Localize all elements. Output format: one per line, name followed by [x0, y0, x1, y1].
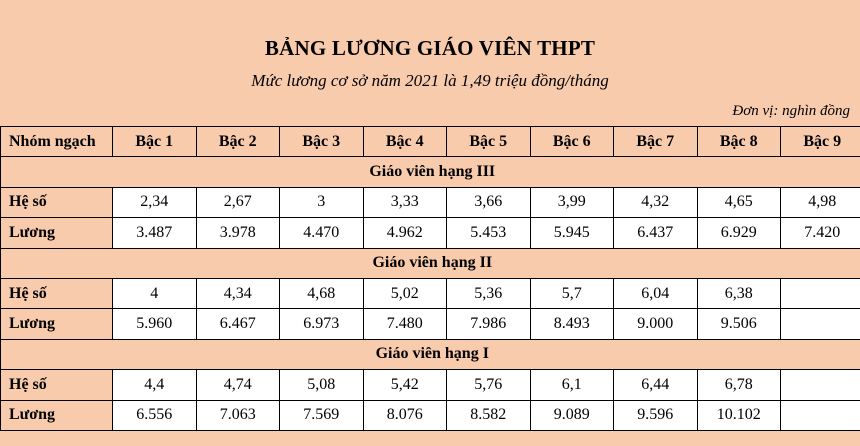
- table-cell: 9.506: [697, 309, 781, 339]
- column-header-level-3: Bậc 3: [280, 127, 364, 157]
- table-cell: 3,66: [447, 187, 531, 217]
- table-cell: 9.089: [530, 400, 614, 430]
- table-row: [1, 309, 860, 339]
- column-header-group: Nhóm ngạch: [1, 127, 113, 157]
- table-cell: 2,34: [113, 187, 197, 217]
- table-cell: 6,1: [530, 370, 614, 400]
- group-title: Giáo viên hạng III: [1, 157, 860, 187]
- table-cell: 5,08: [280, 370, 364, 400]
- table-cell: 5,36: [447, 278, 531, 308]
- table-cell: 8.493: [530, 309, 614, 339]
- table-cell: 2,67: [196, 187, 280, 217]
- table-cell: [781, 278, 860, 308]
- table-cell: 4,32: [614, 187, 698, 217]
- column-header-level-8: Bậc 8: [697, 127, 781, 157]
- table-cell: 5,42: [363, 370, 447, 400]
- column-header-level-1: Bậc 1: [113, 127, 197, 157]
- table-cell: 4: [113, 278, 197, 308]
- group-row: [1, 339, 860, 369]
- table-row: [1, 278, 860, 308]
- table-cell: 6,78: [697, 370, 781, 400]
- row-label: Lương: [1, 218, 113, 248]
- unit-note: Đơn vị: nghìn đồng: [732, 103, 850, 119]
- table-cell: 3,99: [530, 187, 614, 217]
- table-row: [1, 187, 860, 217]
- row-label: Hệ số: [1, 187, 113, 217]
- table-cell: 4,34: [196, 278, 280, 308]
- row-label: Hệ số: [1, 278, 113, 308]
- table-cell: 7.569: [280, 400, 364, 430]
- table-cell: 6.929: [697, 218, 781, 248]
- table-cell: 6,38: [697, 278, 781, 308]
- row-label: Lương: [1, 309, 113, 339]
- table-cell: 8.582: [447, 400, 531, 430]
- table-cell: 6.467: [196, 309, 280, 339]
- table-cell: 5,76: [447, 370, 531, 400]
- table-cell: 4.470: [280, 218, 364, 248]
- table-cell: 8.076: [363, 400, 447, 430]
- row-label: Lương: [1, 400, 113, 430]
- row-label: Hệ số: [1, 370, 113, 400]
- table-cell: 6,44: [614, 370, 698, 400]
- table-row: [1, 370, 860, 400]
- table-cell: 7.063: [196, 400, 280, 430]
- table-cell: 6.973: [280, 309, 364, 339]
- table-cell: 5.945: [530, 218, 614, 248]
- table-cell: 4.962: [363, 218, 447, 248]
- table-row: [1, 400, 860, 430]
- table-cell: 4,4: [113, 370, 197, 400]
- table-cell: 3.978: [196, 218, 280, 248]
- table-cell: [781, 309, 860, 339]
- table-cell: 5.453: [447, 218, 531, 248]
- column-header-level-4: Bậc 4: [363, 127, 447, 157]
- page-subtitle: Mức lương cơ sở năm 2021 là 1,49 triệu đồng/tháng: [251, 71, 609, 90]
- table-cell: 6.437: [614, 218, 698, 248]
- column-header-level-7: Bậc 7: [614, 127, 698, 157]
- table-cell: 6.556: [113, 400, 197, 430]
- column-header-level-6: Bậc 6: [530, 127, 614, 157]
- table-cell: 6,04: [614, 278, 698, 308]
- table-cell: 7.480: [363, 309, 447, 339]
- table-cell: 9.596: [614, 400, 698, 430]
- column-header-level-2: Bậc 2: [196, 127, 280, 157]
- table-cell: 4,68: [280, 278, 364, 308]
- table-body: [1, 157, 860, 431]
- table-cell: 3.487: [113, 218, 197, 248]
- table-cell: 7.986: [447, 309, 531, 339]
- group-title: Giáo viên hạng I: [1, 339, 860, 369]
- table-cell: 4,74: [196, 370, 280, 400]
- group-row: [1, 157, 860, 187]
- salary-table: [0, 126, 860, 431]
- table-cell: [781, 370, 860, 400]
- header-row: [1, 127, 860, 157]
- table-cell: [781, 400, 860, 430]
- column-header-level-9: Bậc 9: [781, 127, 860, 157]
- table-cell: 5.960: [113, 309, 197, 339]
- table-cell: 5,02: [363, 278, 447, 308]
- group-title: Giáo viên hạng II: [1, 248, 860, 278]
- table-cell: 3: [280, 187, 364, 217]
- table-cell: 3,33: [363, 187, 447, 217]
- table-row: [1, 218, 860, 248]
- table-cell: 4,98: [781, 187, 860, 217]
- table-cell: 5,7: [530, 278, 614, 308]
- table-cell: 10.102: [697, 400, 781, 430]
- table-cell: 4,65: [697, 187, 781, 217]
- table-cell: 9.000: [614, 309, 698, 339]
- column-header-level-5: Bậc 5: [447, 127, 531, 157]
- table-cell: 7.420: [781, 218, 860, 248]
- page-title: BẢNG LƯƠNG GIÁO VIÊN THPT: [264, 36, 596, 60]
- group-row: [1, 248, 860, 278]
